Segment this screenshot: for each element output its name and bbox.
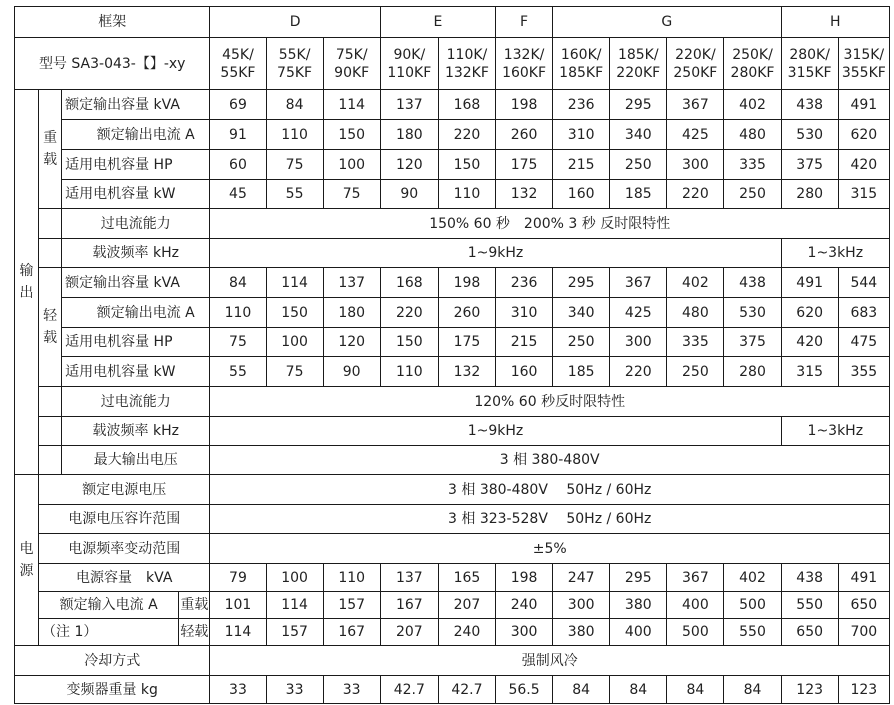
model-cell: 160K/ 185KF bbox=[553, 38, 610, 90]
table-cell: 700 bbox=[838, 619, 889, 646]
spec-table bbox=[14, 6, 890, 704]
table-cell: 137 bbox=[380, 564, 438, 592]
table-cell: 42.7 bbox=[438, 676, 495, 704]
row-label: 额定电源电压 bbox=[39, 475, 210, 505]
frame-label: 框架 bbox=[15, 7, 210, 38]
table-cell: 420 bbox=[781, 328, 838, 357]
table-cell: 167 bbox=[323, 619, 380, 646]
table-cell: 236 bbox=[553, 90, 610, 120]
table-cell: 137 bbox=[323, 268, 380, 298]
table-cell: 295 bbox=[610, 564, 667, 592]
light-duty-label: 轻 载 bbox=[39, 268, 62, 387]
table-cell: 207 bbox=[380, 619, 438, 646]
model-cell: 220K/ 250KF bbox=[667, 38, 724, 90]
blank-cell bbox=[39, 446, 62, 475]
table-cell: 180 bbox=[323, 298, 380, 328]
table-cell: 335 bbox=[724, 150, 781, 180]
table-cell: 300 bbox=[496, 619, 553, 646]
table-cell: 375 bbox=[724, 328, 781, 357]
table-cell: 620 bbox=[781, 298, 838, 328]
table-cell: 167 bbox=[380, 592, 438, 619]
table-cell: 335 bbox=[667, 328, 724, 357]
table-cell: 100 bbox=[266, 564, 323, 592]
table-cell: 120 bbox=[380, 150, 438, 180]
row-label: 电源频率变动范围 bbox=[39, 534, 210, 564]
table-cell: 75 bbox=[323, 180, 380, 209]
model-label: 型号 SA3-043-【】-xy bbox=[15, 38, 210, 90]
blank-cell bbox=[39, 417, 62, 446]
table-cell: 550 bbox=[781, 592, 838, 619]
table-cell: 280 bbox=[781, 180, 838, 209]
table-cell: 168 bbox=[438, 90, 495, 120]
table-cell: 84 bbox=[553, 676, 610, 704]
table-cell: 91 bbox=[210, 120, 266, 150]
table-cell: 650 bbox=[838, 592, 889, 619]
row-label: 过电流能力 bbox=[62, 387, 210, 417]
blank-cell bbox=[39, 387, 62, 417]
table-cell: 295 bbox=[610, 90, 667, 120]
model-cell: 185K/ 220KF bbox=[610, 38, 667, 90]
table-cell: 683 bbox=[838, 298, 889, 328]
table-cell: 123 bbox=[838, 676, 889, 704]
table-cell: 480 bbox=[724, 120, 781, 150]
table-cell: 84 bbox=[266, 90, 323, 120]
table-cell: 75 bbox=[266, 357, 323, 387]
row-label: 适用电机容量 HP bbox=[62, 150, 210, 180]
table-cell: 55 bbox=[210, 357, 266, 387]
table-cell: 220 bbox=[380, 298, 438, 328]
table-cell: 402 bbox=[724, 90, 781, 120]
table-cell: 620 bbox=[838, 120, 889, 150]
table-cell: 90 bbox=[323, 357, 380, 387]
table-cell: 101 bbox=[210, 592, 266, 619]
table-cell: 123 bbox=[781, 676, 838, 704]
sub-row-label: 轻载 bbox=[179, 619, 210, 646]
table-cell: 438 bbox=[781, 90, 838, 120]
table-cell: 55 bbox=[266, 180, 323, 209]
cooling-value: 强制风冷 bbox=[210, 646, 890, 676]
row-label: 额定输出容量 kVA bbox=[62, 268, 210, 298]
table-cell: 220 bbox=[438, 120, 495, 150]
table-cell: 400 bbox=[610, 619, 667, 646]
table-cell: 215 bbox=[496, 328, 553, 357]
table-cell: 33 bbox=[323, 676, 380, 704]
table-cell: 215 bbox=[553, 150, 610, 180]
table-cell: 491 bbox=[781, 268, 838, 298]
model-cell: 45K/ 55KF bbox=[210, 38, 266, 90]
blank-cell bbox=[39, 239, 62, 268]
model-cell: 110K/ 132KF bbox=[438, 38, 495, 90]
model-cell: 55K/ 75KF bbox=[266, 38, 323, 90]
row-label: 额定输出电流 A bbox=[62, 298, 210, 328]
table-cell: 491 bbox=[838, 564, 889, 592]
blank-cell bbox=[39, 209, 62, 239]
table-cell: 160 bbox=[553, 180, 610, 209]
model-cell: 132K/ 160KF bbox=[496, 38, 553, 90]
table-cell: 150 bbox=[380, 328, 438, 357]
table-cell: 114 bbox=[266, 268, 323, 298]
table-cell: 84 bbox=[724, 676, 781, 704]
row-label: 载波频率 kHz bbox=[62, 239, 210, 268]
row-label: 额定输入电流 A bbox=[39, 592, 179, 619]
table-cell: 300 bbox=[553, 592, 610, 619]
table-cell: 79 bbox=[210, 564, 266, 592]
table-cell: 110 bbox=[438, 180, 495, 209]
table-cell: 56.5 bbox=[496, 676, 553, 704]
row-label: 过电流能力 bbox=[62, 209, 210, 239]
table-cell: 480 bbox=[667, 298, 724, 328]
table-cell: 132 bbox=[496, 180, 553, 209]
table-cell: 438 bbox=[781, 564, 838, 592]
table-cell: 220 bbox=[610, 357, 667, 387]
table-cell: 280 bbox=[724, 357, 781, 387]
table-cell: 185 bbox=[553, 357, 610, 387]
table-cell: 250 bbox=[553, 328, 610, 357]
row-label: 载波频率 kHz bbox=[62, 417, 210, 446]
row-label: 额定输出容量 kVA bbox=[62, 90, 210, 120]
frame-group-g: G bbox=[553, 7, 781, 38]
carrier-heavy-value-h: 1~3kHz bbox=[781, 239, 889, 268]
table-cell: 110 bbox=[210, 298, 266, 328]
table-cell: 240 bbox=[496, 592, 553, 619]
table-cell: 475 bbox=[838, 328, 889, 357]
row-label: 最大输出电压 bbox=[62, 446, 210, 475]
row-label: 电源容量 kVA bbox=[39, 564, 210, 592]
table-cell: 100 bbox=[323, 150, 380, 180]
table-cell: 295 bbox=[553, 268, 610, 298]
table-cell: 110 bbox=[266, 120, 323, 150]
table-cell: 60 bbox=[210, 150, 266, 180]
carrier-heavy-value: 1~9kHz bbox=[210, 239, 781, 268]
table-cell: 110 bbox=[380, 357, 438, 387]
voltage-tolerance-value: 3 相 323-528V 50Hz / 60Hz bbox=[210, 505, 890, 534]
table-cell: 530 bbox=[724, 298, 781, 328]
carrier-light-value-h: 1~3kHz bbox=[781, 417, 889, 446]
table-cell: 150 bbox=[266, 298, 323, 328]
table-cell: 207 bbox=[438, 592, 495, 619]
model-cell: 315K/ 355KF bbox=[838, 38, 889, 90]
table-cell: 100 bbox=[266, 328, 323, 357]
table-cell: 500 bbox=[667, 619, 724, 646]
table-cell: 84 bbox=[667, 676, 724, 704]
table-cell: 114 bbox=[266, 592, 323, 619]
rated-voltage-value: 3 相 380-480V 50Hz / 60Hz bbox=[210, 475, 890, 505]
table-cell: 45 bbox=[210, 180, 266, 209]
table-cell: 132 bbox=[438, 357, 495, 387]
output-section-label: 输 出 bbox=[15, 90, 39, 475]
table-cell: 260 bbox=[496, 120, 553, 150]
table-cell: 340 bbox=[610, 120, 667, 150]
model-cell: 90K/ 110KF bbox=[380, 38, 438, 90]
table-cell: 160 bbox=[496, 357, 553, 387]
table-cell: 300 bbox=[667, 150, 724, 180]
table-cell: 367 bbox=[667, 564, 724, 592]
row-label: 电源电压容许范围 bbox=[39, 505, 210, 534]
table-cell: 355 bbox=[838, 357, 889, 387]
table-cell: 175 bbox=[496, 150, 553, 180]
table-cell: 33 bbox=[266, 676, 323, 704]
table-cell: 310 bbox=[496, 298, 553, 328]
row-label: 适用电机容量 HP bbox=[62, 328, 210, 357]
frame-group-e: E bbox=[380, 7, 495, 38]
table-cell: 157 bbox=[323, 592, 380, 619]
power-section-label: 电 源 bbox=[15, 475, 39, 646]
table-cell: 438 bbox=[724, 268, 781, 298]
table-cell: 250 bbox=[610, 150, 667, 180]
table-cell: 75 bbox=[210, 328, 266, 357]
table-cell: 180 bbox=[380, 120, 438, 150]
table-cell: 425 bbox=[610, 298, 667, 328]
table-cell: 240 bbox=[438, 619, 495, 646]
table-cell: 250 bbox=[724, 180, 781, 209]
table-cell: 300 bbox=[610, 328, 667, 357]
table-cell: 84 bbox=[210, 268, 266, 298]
table-cell: 315 bbox=[838, 180, 889, 209]
table-cell: 185 bbox=[610, 180, 667, 209]
table-cell: 114 bbox=[210, 619, 266, 646]
table-cell: 650 bbox=[781, 619, 838, 646]
table-cell: 500 bbox=[724, 592, 781, 619]
table-cell: 380 bbox=[553, 619, 610, 646]
frame-group-f: F bbox=[496, 7, 553, 38]
row-label: 适用电机容量 kW bbox=[62, 357, 210, 387]
freq-variation-value: ±5% bbox=[210, 534, 890, 564]
frame-group-d: D bbox=[210, 7, 380, 38]
frame-group-h: H bbox=[781, 7, 889, 38]
table-cell: 550 bbox=[724, 619, 781, 646]
table-cell: 75 bbox=[266, 150, 323, 180]
model-cell: 75K/ 90KF bbox=[323, 38, 380, 90]
table-cell: 165 bbox=[438, 564, 495, 592]
table-cell: 250 bbox=[667, 357, 724, 387]
table-cell: 157 bbox=[266, 619, 323, 646]
table-cell: 69 bbox=[210, 90, 266, 120]
table-cell: 340 bbox=[553, 298, 610, 328]
row-label: 适用电机容量 kW bbox=[62, 180, 210, 209]
table-cell: 367 bbox=[667, 90, 724, 120]
table-cell: 137 bbox=[380, 90, 438, 120]
table-cell: 260 bbox=[438, 298, 495, 328]
table-cell: 198 bbox=[496, 564, 553, 592]
heavy-duty-label: 重 载 bbox=[39, 90, 62, 209]
row-label: 变频器重量 kg bbox=[15, 676, 210, 704]
row-label: 冷却方式 bbox=[15, 646, 210, 676]
overcurrent-heavy-value: 150% 60 秒 200% 3 秒 反时限特性 bbox=[210, 209, 890, 239]
model-cell: 250K/ 280KF bbox=[724, 38, 781, 90]
table-cell: 198 bbox=[438, 268, 495, 298]
table-cell: 380 bbox=[610, 592, 667, 619]
table-cell: 544 bbox=[838, 268, 889, 298]
row-label: 额定输出电流 A bbox=[62, 120, 210, 150]
table-cell: 310 bbox=[553, 120, 610, 150]
sub-row-label: 重载 bbox=[179, 592, 210, 619]
table-cell: 42.7 bbox=[380, 676, 438, 704]
table-cell: 150 bbox=[323, 120, 380, 150]
table-cell: 33 bbox=[210, 676, 266, 704]
table-cell: 175 bbox=[438, 328, 495, 357]
overcurrent-light-value: 120% 60 秒反时限特性 bbox=[210, 387, 890, 417]
table-cell: 530 bbox=[781, 120, 838, 150]
table-cell: 402 bbox=[724, 564, 781, 592]
table-cell: 150 bbox=[438, 150, 495, 180]
max-voltage-value: 3 相 380-480V bbox=[210, 446, 890, 475]
table-cell: 491 bbox=[838, 90, 889, 120]
table-cell: 120 bbox=[323, 328, 380, 357]
table-cell: 110 bbox=[323, 564, 380, 592]
table-cell: 247 bbox=[553, 564, 610, 592]
table-cell: 168 bbox=[380, 268, 438, 298]
table-cell: 198 bbox=[496, 90, 553, 120]
model-cell: 280K/ 315KF bbox=[781, 38, 838, 90]
table-cell: 425 bbox=[667, 120, 724, 150]
table-cell: 367 bbox=[610, 268, 667, 298]
table-cell: 420 bbox=[838, 150, 889, 180]
table-cell: 375 bbox=[781, 150, 838, 180]
carrier-light-value: 1~9kHz bbox=[210, 417, 781, 446]
table-cell: 236 bbox=[496, 268, 553, 298]
table-cell: 114 bbox=[323, 90, 380, 120]
table-cell: 400 bbox=[667, 592, 724, 619]
table-cell: 90 bbox=[380, 180, 438, 209]
row-label: （注 1） bbox=[39, 619, 179, 646]
table-cell: 315 bbox=[781, 357, 838, 387]
table-cell: 402 bbox=[667, 268, 724, 298]
table-cell: 220 bbox=[667, 180, 724, 209]
table-cell: 84 bbox=[610, 676, 667, 704]
